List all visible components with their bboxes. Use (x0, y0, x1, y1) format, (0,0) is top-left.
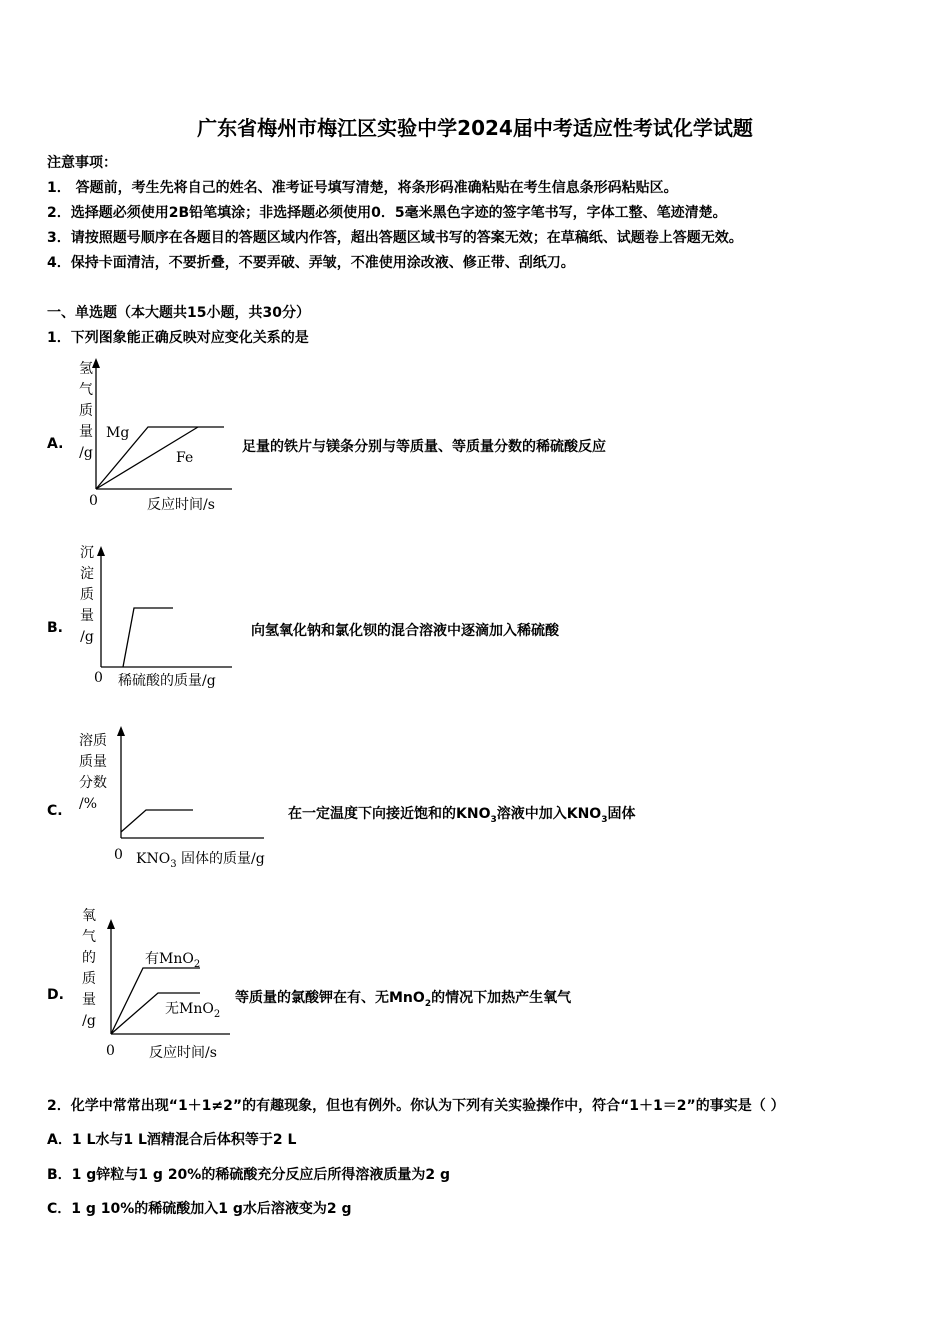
q1-option-b-desc: 向氢氧化钠和氯化钡的混合溶液中逐滴加入稀硫酸 (251, 623, 559, 639)
question-2-stem: 2．化学中常常出现“1＋1≠2”的有趣现象，但也有例外。你认为下列有关实验操作中，符合“1＋1＝2”的事实是（ ） (47, 1098, 785, 1114)
page-title: 广东省梅州市梅江区实验中学2024届中考适应性考试化学试题 (197, 116, 753, 140)
graph-d-xlabel: 反应时间/s (149, 1045, 217, 1061)
q1-option-d-desc: 等质量的氯酸钾在有、无MnO$_2$的情况下加热产生氧气 (235, 990, 572, 1009)
notice-item-4: 4．保持卡面清洁，不要折叠，不要弄破、弄皱，不准使用涂改液、修正带、刮纸刀。 (47, 255, 575, 271)
section-heading: 一、单选题（本大题共15小题，共30分） (47, 305, 310, 321)
q1-option-c-letter: C. (47, 803, 63, 819)
q1-option-b-letter: B. (47, 620, 63, 636)
graph-d-with-mno2-label: 有MnO$_2$ (145, 951, 201, 970)
graph-d-without-mno2-label: 无MnO$_2$ (165, 1001, 221, 1020)
notice-item-2: 2．选择题必须使用2B铅笔填涂；非选择题必须使用0．5毫米黑色字迹的签字笔书写，字体工整、笔迹清楚。 (47, 205, 727, 221)
graph-c-xlabel: $KNO_3$ 固体的质量/g (136, 851, 265, 870)
notice-item-1: 1． 答题前，考生先将自己的姓名、准考证号填写清楚，将条形码准确粘贴在考生信息条形码粘贴区。 (47, 180, 678, 196)
q1-option-a-desc: 足量的铁片与镁条分别与等质量、等质量分数的稀硫酸反应 (242, 439, 606, 455)
graph-a-mg-label: Mg (106, 425, 130, 441)
graph-b-xlabel: 稀硫酸的质量/g (118, 673, 216, 689)
graph-a-xlabel: 反应时间/s (147, 497, 215, 513)
graph-b-origin: 0 (94, 670, 103, 686)
graph-d-origin: 0 (106, 1043, 115, 1059)
graph-a-fe-label: Fe (176, 450, 194, 466)
q1-option-c-desc: 在一定温度下向接近饱和的$KNO_3$溶液中加入$KNO_3$固体 (288, 806, 636, 825)
q2-option-c: C．1 g 10%的稀硫酸加入1 g水后溶液变为2 g (47, 1201, 352, 1217)
notice-heading: 注意事项： (47, 155, 117, 171)
notice-item-3: 3．请按照题号顺序在各题目的答题区域内作答，超出答题区域书写的答案无效；在草稿纸、试题卷上答题无效。 (47, 230, 743, 246)
graph-a-origin: 0 (89, 493, 98, 509)
graph-c-origin: 0 (114, 847, 123, 863)
q1-option-a-letter: A. (47, 436, 64, 452)
q2-option-b: B．1 g锌粒与1 g 20%的稀硫酸充分反应后所得溶液质量为2 g (47, 1167, 450, 1183)
question-1-stem: 1．下列图象能正确反映对应变化关系的是 (47, 330, 309, 346)
graph-b-ylabel: 沉 淀 质 量 /g (80, 545, 94, 645)
q2-option-a: A．1 L水与1 L酒精混合后体积等于2 L (47, 1132, 297, 1148)
graph-a-ylabel: 氢 气 质 量 /g (79, 361, 93, 461)
q1-option-d-letter: D. (47, 987, 64, 1003)
graph-c-ylabel: 溶质 质量 分数 /% (79, 733, 107, 812)
graph-d-ylabel: 氧 气 的 质 量 /g (82, 908, 96, 1029)
